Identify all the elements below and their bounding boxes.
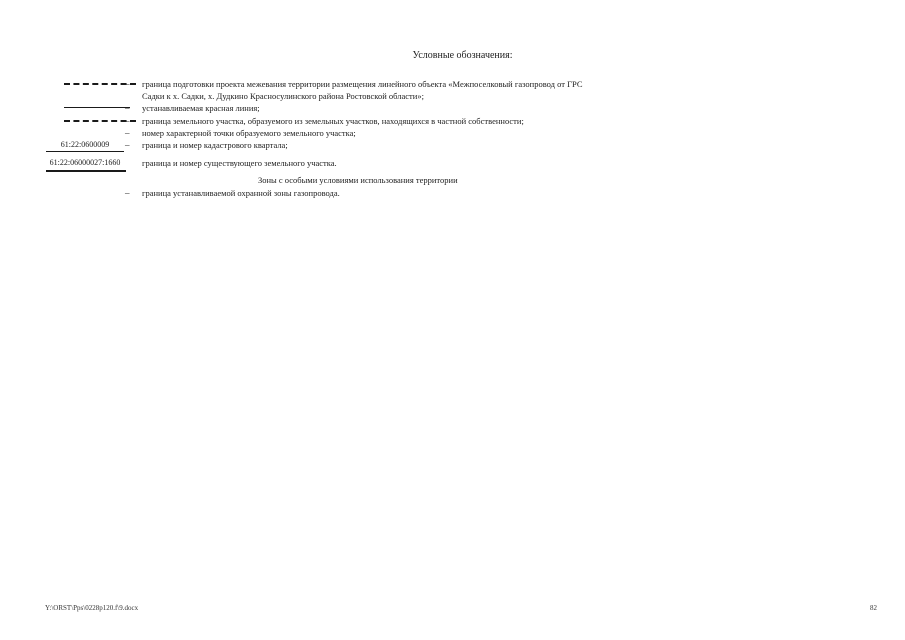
- zones-title: Зоны с особыми условиями использования территории: [258, 175, 458, 185]
- existing-plot-line-icon: [46, 170, 126, 172]
- legend-item-text: граница подготовки проекта межевания территории размещения линейного объекта «Межпоселковый газопровод от ГРС: [142, 79, 583, 89]
- legend-item-red-line: [0, 102, 905, 114]
- cadastral-quarter-symbol: [30, 139, 140, 151]
- solid-line-icon: [64, 107, 130, 108]
- legend-item-existing-plot: [0, 157, 905, 169]
- list-dash: –: [125, 116, 130, 126]
- cadastral-quarter-label: 61:22:0600009: [60, 140, 110, 149]
- legend-item-point-number: [0, 127, 905, 139]
- list-dash: –: [125, 188, 130, 198]
- dashed-line-symbol: [30, 78, 140, 90]
- legend-item-land-plot-boundary: [0, 115, 905, 127]
- existing-plot-label: 61:22:06000027:1660: [49, 158, 121, 167]
- existing-plot-symbol: [30, 157, 140, 169]
- list-dash: –: [125, 103, 130, 113]
- list-dash: –: [125, 128, 130, 138]
- legend-item-text: граница и номер кадастрового квартала;: [142, 140, 288, 150]
- legend-item-project-boundary: [0, 78, 905, 90]
- legend-item-project-boundary-continued: [0, 90, 905, 102]
- footer-file-path: Y:\ORST\Pps\0228p120.f\9.docx: [45, 604, 139, 612]
- list-dash: –: [125, 140, 130, 150]
- list-dash: –: [125, 79, 130, 89]
- cadastral-quarter-line-icon: [46, 151, 124, 152]
- legend-item-text: Садки к х. Садки, х. Дудкино Красносулинского района Ростовской области»;: [142, 91, 424, 101]
- solid-line-symbol: [30, 102, 140, 114]
- legend-item-protection-zone: [0, 187, 905, 199]
- legend-item-text: номер характерной точки образуемого земельного участка;: [142, 128, 356, 138]
- legend-item-text: граница и номер существующего земельного участка.: [142, 158, 337, 168]
- dashed-line-symbol: [30, 115, 140, 127]
- legend-item-text: устанавливаемая красная линия;: [142, 103, 260, 113]
- page-number: 82: [870, 604, 877, 612]
- legend-title: Условные обозначения:: [412, 50, 513, 61]
- legend-item-cadastral-quarter: [0, 139, 905, 151]
- legend-item-text: граница устанавливаемой охранной зоны газопровода.: [142, 188, 340, 198]
- legend-item-text: граница земельного участка, образуемого из земельных участков, находящихся в частной собственности;: [142, 116, 524, 126]
